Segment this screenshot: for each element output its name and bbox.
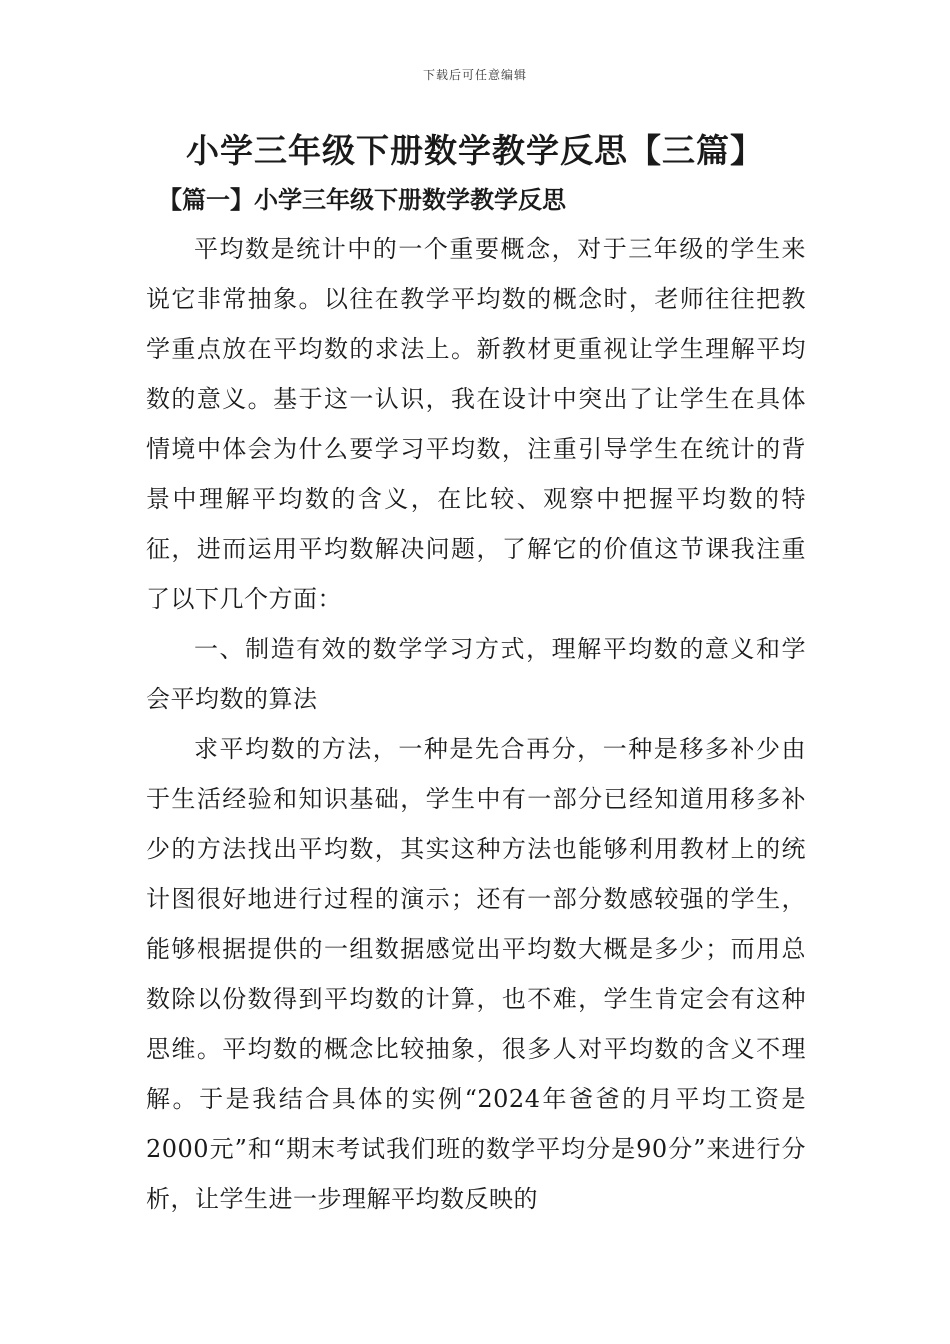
document-title: 小学三年级下册数学教学反思【三篇】 xyxy=(186,131,764,170)
paragraph-point-one: 一、制造有效的数学学习方式，理解平均数的意义和学会平均数的算法 xyxy=(146,635,806,713)
document-body xyxy=(146,224,806,1224)
page-header-note: 下载后可任意编辑 xyxy=(422,68,527,82)
paragraph-intro: 平均数是统计中的一个重要概念，对于三年级的学生来说它非常抽象。以往在教学平均数的概念时，老师往往把教学重点放在平均数的求法上。新教材更重视让学生理解平均数的意义。基于这一认识，我在设计中突出了让学生在具体情境中体会为什么要学习平均数，注重引导学生在统计的背景中理解平均数的含义，在比较、观察中把握平均数的特征，进而运用平均数解决问题，了解它的价值这节课我注重了以下几个方面： xyxy=(146,235,806,613)
paragraph-methods: 求平均数的方法，一种是先合再分，一种是移多补少由于生活经验和知识基础，学生中有一部分已经知道用移多补少的方法找出平均数，其实这种方法也能够利用教材上的统计图很好地进行过程的演示；还有一部分数感较强的学生，能够根据提供的一组数据感觉出平均数大概是多少；而用总数除以份数得到平均数的计算，也不难，学生肯定会有这种思维。平均数的概念比较抽象，很多人对平均数的含义不理解。于是我结合具体的实例“2024年爸爸的月平均工资是2000元”和“期末考试我们班的数学平均分是90分”来进行分析，让学生进一步理解平均数反映的 xyxy=(146,735,806,1213)
section-heading: 【篇一】小学三年级下册数学教学反思 xyxy=(158,185,566,214)
